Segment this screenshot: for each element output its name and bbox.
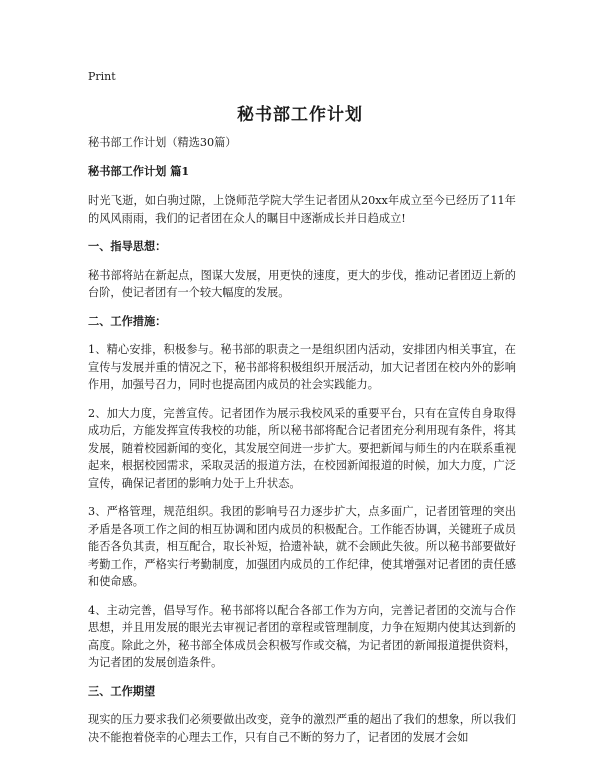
measure-paragraph-4: 4、主动完善，倡导写作。秘书部将以配合各部工作为方向，完善记者团的交流与合作思想，并且用发展的眼光去审视记者团的章程或管理制度，力争在短期内使其达到新的高度。除此之外，秘书部全体成员会积极写作或交稿，为记者团的新闻报道提供资料，为记者团的发展创造条件。: [88, 603, 516, 669]
intro-paragraph: 时光飞逝，如白驹过隙，上饶师范学院大学生记者团从20xx年成立至今已经历了11年的风风雨雨，我们的记者团在众人的瞩目中逐渐成长并日趋成立!: [88, 194, 516, 225]
section-heading-work-measures: 二、工作措施：: [88, 313, 167, 328]
expectations-paragraph: 现实的压力要求我们必须要做出改变，竞争的激烈严重的超出了我们的想象，所以我们决不能抱着侥幸的心理去工作，只有自己不断的努力了，记者团的发展才会如: [88, 713, 516, 744]
print-label: Print: [88, 70, 116, 83]
document-body: [88, 134, 516, 757]
document-title: 秘书部工作计划: [237, 105, 363, 125]
measure-paragraph-3: 3、严格管理，规范组织。我团的影响号召力逐步扩大，点多面广，记者团管理的突出矛盾是各项工作之间的相互协调和团内成员的积极配合。工作能否协调，关键班子成员能否各负其责，相互配合，取长补短，拾遗补缺，就不会顾此失彼。所以秘书部要做好考勤工作，严格实行考勤制度，加强团内成员的工作纪律，使其增强对记者团的责任感和使命感。: [88, 505, 516, 588]
section-heading-work-expectations: 三、工作期望: [88, 683, 156, 698]
measure-paragraph-1: 1、精心安排，积极参与。秘书部的职责之一是组织团内活动，安排团内相关事宜，在宣传与发展并重的情况之下，秘书部将积极组织开展活动，加大记者团在校内外的影响作用，加强号召力，同时也提高团内成员的社会实践能力。: [88, 343, 516, 391]
measure-paragraph-2: 2、加大力度，完善宣传。记者团作为展示我校风采的重要平台，只有在宣传自身取得成功后，方能发挥宣传我校的功能，所以秘书部将配合记者团充分利用现有条件，将其发展，随着校园新闻的变化，其发展空间进一步扩大。要把新闻与师生的内在联系重视起来，根据校园需求，采取灵活的报道方法，在校园新闻报道的时候，加大力度，广泛宣传，确保记者团的影响力处于上升状态。: [88, 406, 516, 490]
piece-title: 秘书部工作计划 篇1: [88, 163, 190, 178]
section-heading-guiding-ideas: 一、指导思想：: [88, 239, 167, 253]
guiding-ideas-paragraph: 秘书部将站在新起点，图谋大发展，用更快的速度，更大的步伐，推动记者团迈上新的台阶，使记者团有一个较大幅度的发展。: [88, 268, 516, 299]
document-subtitle: 秘书部工作计划（精选30篇）: [88, 136, 237, 149]
